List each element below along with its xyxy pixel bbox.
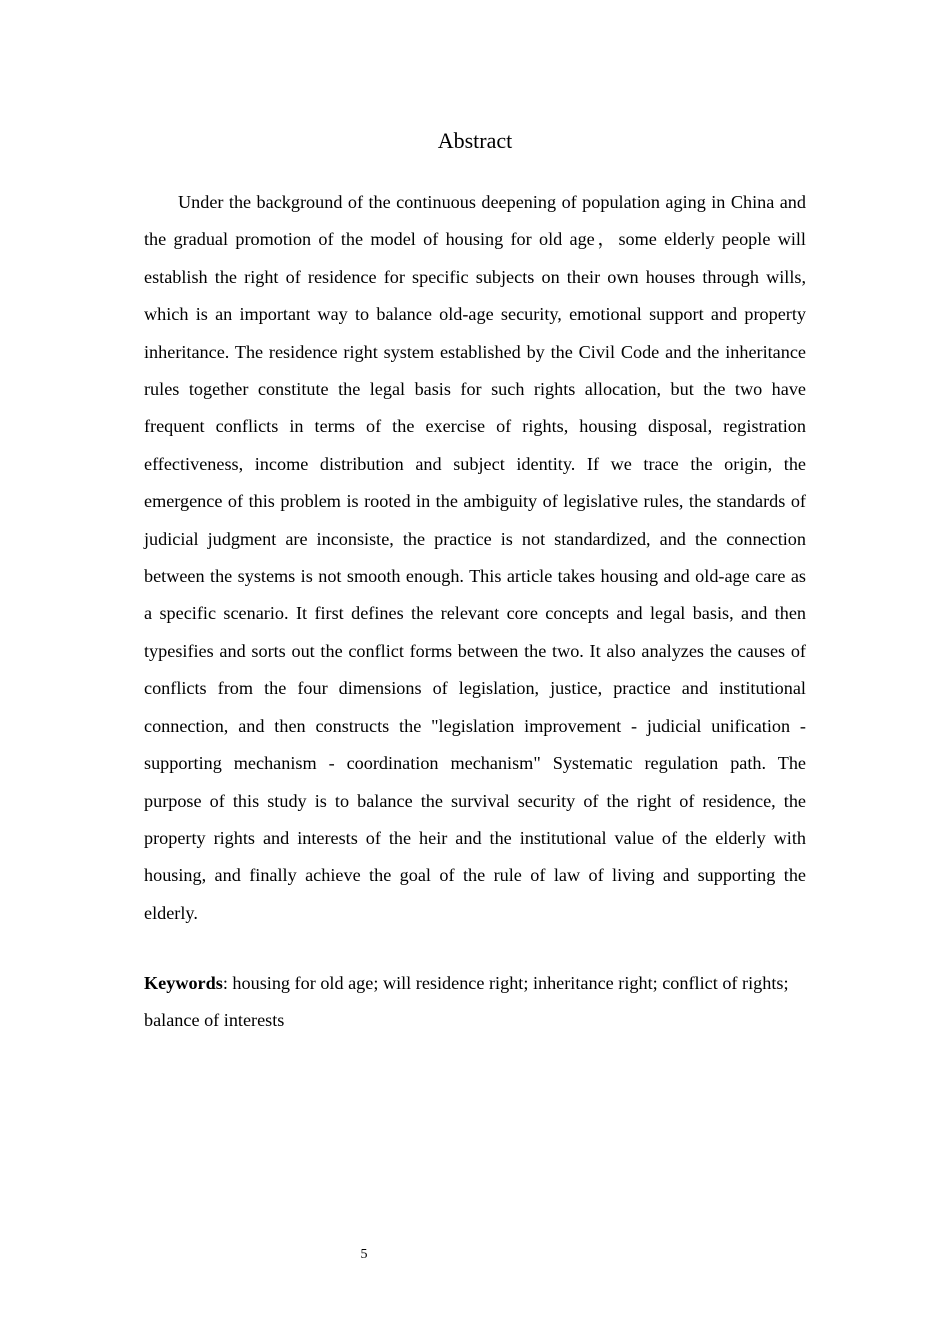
- page-number: 5: [360, 1247, 368, 1262]
- keywords-line: [144, 965, 806, 1040]
- keywords-label: Keywords: [144, 973, 223, 993]
- keywords-list: : housing for old age; will residence right; inheritance right; conflict of rights; balance of interests: [144, 973, 789, 1031]
- abstract-title: Abstract: [437, 128, 513, 153]
- abstract-paragraph: Under the background of the continuous deepening of population aging in China and the gradual promotion of the model of housing for old age，some elderly people will establish the right of residence for specific subjects on their own houses through wills, which is an important way to balance old-age security, emotional support and property inheritance. The residence right system established by the Civil Code and the inheritance rules together constitute the legal basis for such rights allocation, but the two have frequent conflicts in terms of the exercise of rights, housing disposal, registration effectiveness, income distribution and subject identity. If we trace the origin, the emergence of this problem is rooted in the ambiguity of legislative rules, the standards of judicial judgment are inconsiste, the practice is not standardized, and the connection between the systems is not smooth enough. This article takes housing and old-age care as a specific scenario. It first defines the relevant core concepts and legal basis, and then typesifies and sorts out the conflict forms between the two. It also analyzes the causes of conflicts from the four dimensions of legislation, justice, practice and institutional connection, and then constructs the "legislation improvement - judicial unification - supporting mechanism - coordination mechanism" Systematic regulation path. The purpose of this study is to balance the survival security of the right of residence, the property rights and interests of the heir and the institutional value of the elderly with housing, and finally achieve the goal of the rule of law of living and supporting the elderly.: [144, 192, 806, 923]
